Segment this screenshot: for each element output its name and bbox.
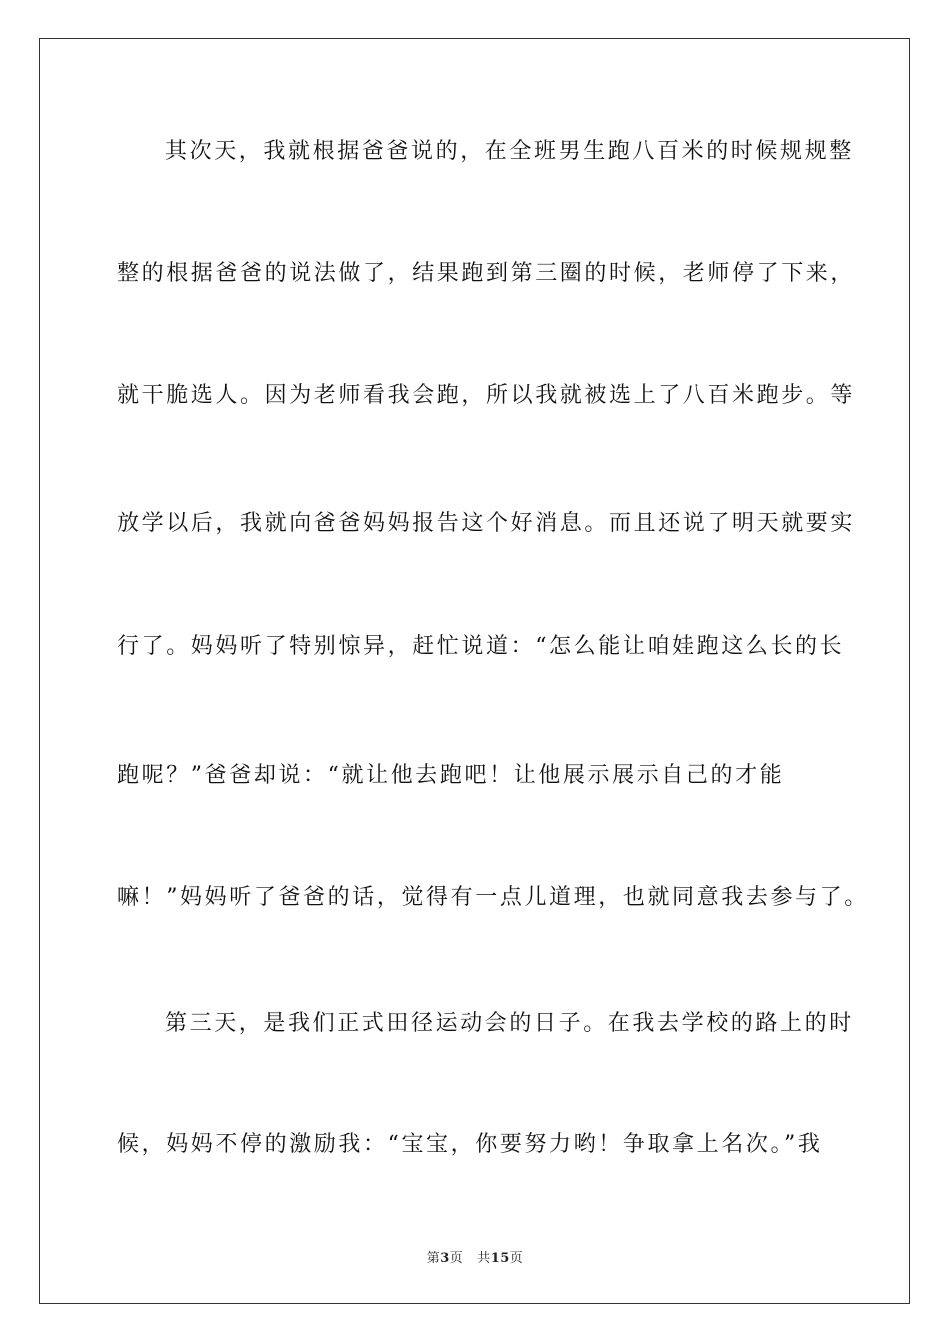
- paragraph-line: 嘛！”妈妈听了爸爸的话，觉得有一点儿道理，也就同意我去参与了。: [117, 885, 869, 910]
- paragraph-line: 其次天，我就根据爸爸说的，在全班男生跑八百米的时候规规整: [165, 139, 854, 164]
- paragraph-line: 放学以后，我就向爸爸妈妈报告这个好消息。而且还说了明天就要实: [117, 511, 856, 536]
- paragraph-line: 就干脆选人。因为老师看我会跑，所以我就被选上了八百米跑步。等: [117, 383, 856, 408]
- total-pages: 15: [490, 1251, 510, 1266]
- paragraph-line: 跑呢？”爸爸却说：“就让他去跑吧！让他展示展示自己的才能: [117, 763, 785, 788]
- page-prefix: 第: [426, 1251, 441, 1266]
- page-number: 3: [440, 1251, 450, 1266]
- page-border: [39, 38, 910, 1304]
- paragraph-line: 整的根据爸爸的说法做了，结果跑到第三圈的时候，老师停了下来，: [117, 261, 856, 286]
- total-suffix: 页: [509, 1251, 524, 1266]
- total-prefix: 共: [477, 1251, 491, 1266]
- paragraph-line: 行了。妈妈听了特别惊异，赶忙说道：“怎么能让咱娃跑这么长的长: [117, 634, 845, 659]
- paragraph-line: 候，妈妈不停的激励我：“宝宝，你要努力哟！争取拿上名次。”我: [117, 1132, 823, 1157]
- paragraph-line: 第三天，是我们正式田径运动会的日子。在我去学校的路上的时: [165, 1011, 854, 1036]
- page-suffix: 页: [449, 1251, 464, 1266]
- page-footer: [0, 1247, 950, 1266]
